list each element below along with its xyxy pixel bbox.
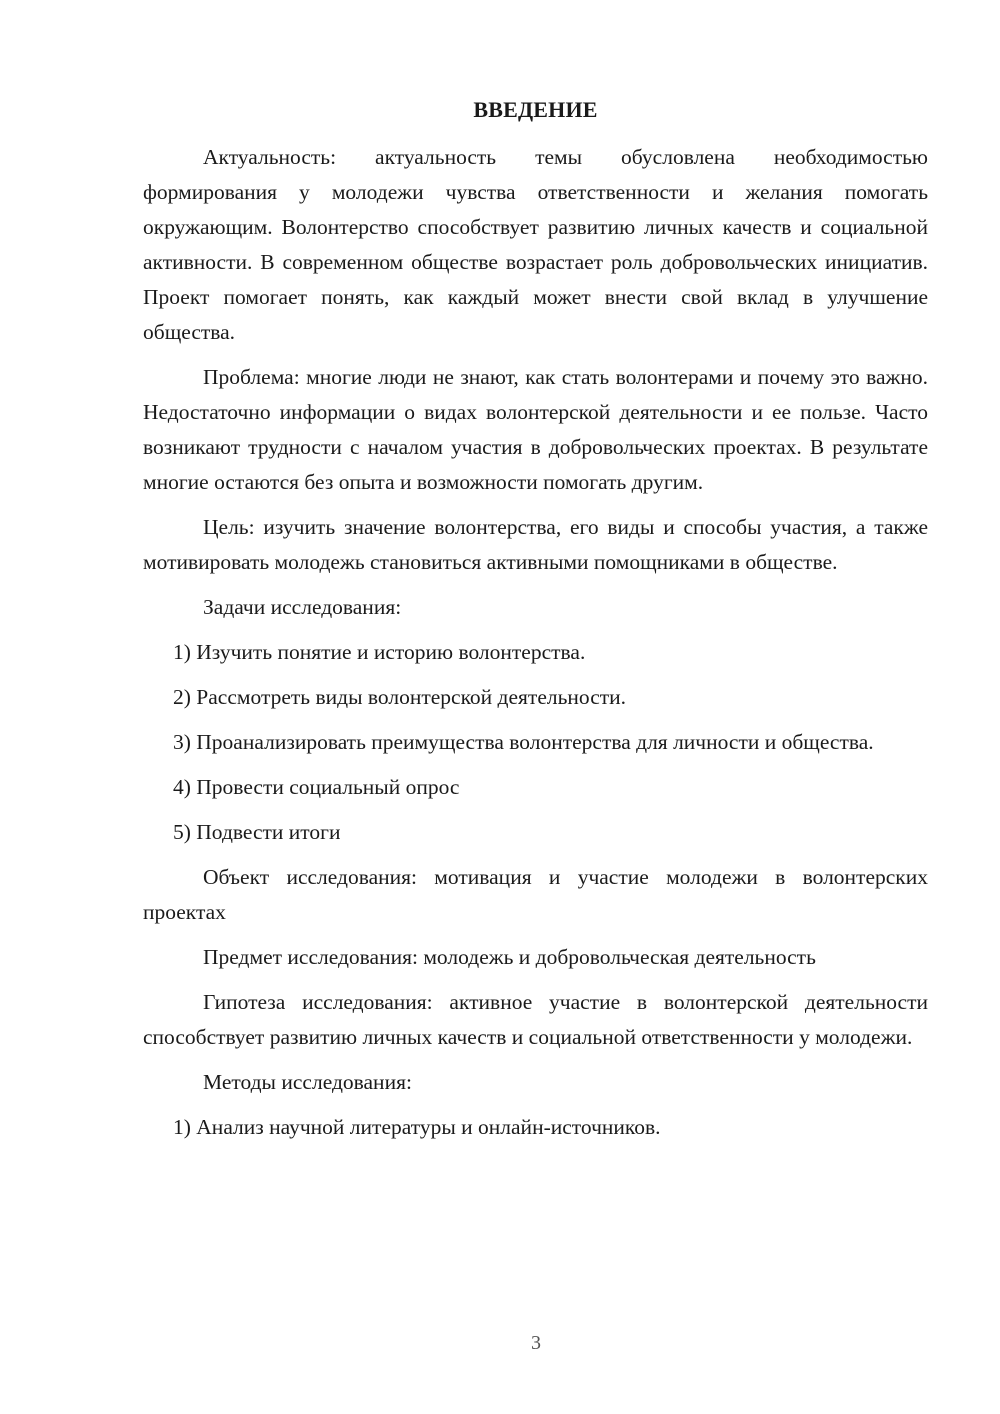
page-number: 3 bbox=[531, 1332, 541, 1354]
task-item-1: 1) Изучить понятие и историю волонтерства. bbox=[173, 640, 586, 664]
task-item-4: 4) Провести социальный опрос bbox=[173, 775, 460, 799]
subject-paragraph: Предмет исследования: молодежь и добровольческая деятельность bbox=[203, 945, 816, 969]
document-page bbox=[143, 95, 928, 1155]
task-item-2: 2) Рассмотреть виды волонтерской деятельности. bbox=[173, 685, 627, 709]
relevance-paragraph: Актуальность: актуальность темы обусловлена необходимостью формирования у молодежи чувства ответственности и желания помогать окружающим. Волонтерство способствует развитию личных качеств и социальной активности. В современном обществе возрастает роль добровольческих инициатив. Проект помогает понять, как каждый может внести свой вклад в улучшение общества. bbox=[143, 145, 928, 344]
tasks-heading: Задачи исследования: bbox=[203, 595, 402, 619]
task-item-5: 5) Подвести итоги bbox=[173, 820, 341, 844]
section-title: ВВЕДЕНИЕ bbox=[473, 97, 598, 122]
goal-paragraph: Цель: изучить значение волонтерства, его виды и способы участия, а также мотивировать молодежь становиться активными помощниками в обществе. bbox=[143, 515, 928, 574]
task-item-3: 3) Проанализировать преимущества волонтерства для личности и общества. bbox=[173, 730, 874, 754]
methods-heading: Методы исследования: bbox=[203, 1070, 412, 1094]
method-item-1: 1) Анализ научной литературы и онлайн-источников. bbox=[173, 1115, 661, 1139]
problem-paragraph: Проблема: многие люди не знают, как стать волонтерами и почему это важно. Недостаточно информации о видах волонтерской деятельности и ее пользе. Часто возникают трудности с началом участия в добровольческих проектах. В результате многие остаются без опыта и возможности помогать другим. bbox=[143, 365, 928, 494]
hypothesis-paragraph: Гипотеза исследования: активное участие в волонтерской деятельности способствует развитию личных качеств и социальной ответственности у молодежи. bbox=[143, 990, 928, 1049]
object-paragraph: Объект исследования: мотивация и участие молодежи в волонтерских проектах bbox=[143, 865, 928, 924]
